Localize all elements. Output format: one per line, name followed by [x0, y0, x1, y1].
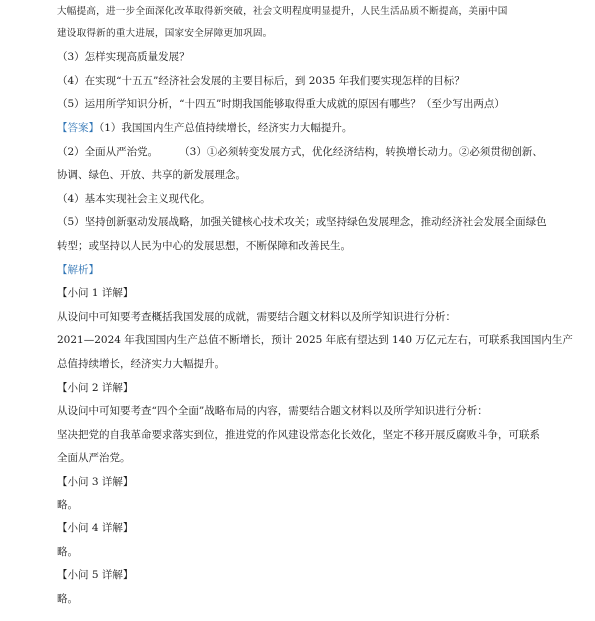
answer-2-3: （2）全面从严治党。 （3）①必须转变发展方式，优化经济结构，转换增长动力。②必须贯彻创新、 [57, 146, 543, 158]
sub-question-1-line-1: 从设问中可知要考查概括我国发展的成就，需要结合题文材料以及所学知识进行分析： [57, 311, 456, 323]
sub-question-2-line-2: 坚决把党的自我革命要求落实到位，推进党的作风建设常态化长效化，坚定不移开展反腐败斗争，可联系 [57, 429, 540, 441]
analysis-label: 【解析】 [57, 264, 99, 276]
sub-question-3-title: 【小问 3 详解】 [57, 476, 134, 488]
sub-question-5-title: 【小问 5 详解】 [57, 569, 134, 581]
answer-label: 【答案】 [57, 122, 99, 134]
question-5: （5）运用所学知识分析，“十四五”时期我国能够取得重大成就的原因有哪些？（至少写出两点） [57, 98, 505, 110]
answer-4: （4）基本实现社会主义现代化。 [57, 193, 211, 205]
sub-question-1-line-2: 2021—2024 年我国国内生产总值不断增长，预计 2025 年底有望达到 140 万亿元左右，可联系我国国内生产 [57, 334, 573, 346]
answer-3-cont: 协调、绿色、开放、共享的新发展理念。 [57, 169, 246, 181]
sub-question-3-body: 略。 [57, 499, 78, 511]
sub-question-2-line-1: 从设问中可知要考查“四个全面”战略布局的内容，需要结合题文材料以及所学知识进行分析： [57, 405, 488, 417]
intro-line-1: 大幅提高，进一步全面深化改革取得新突破，社会文明程度明显提升，人民生活品质不断提高，美丽中国 [57, 6, 508, 17]
sub-question-4-title: 【小问 4 详解】 [57, 522, 134, 534]
answer-5-line-2: 转型；或坚持以人民为中心的发展思想，不断保障和改善民生。 [57, 240, 351, 252]
answer-1: （1）我国国内生产总值持续增长，经济实力大幅提升。 [99, 122, 353, 134]
question-4: （4）在实现“十五五”经济社会发展的主要目标后，到 2035 年我们要实现怎样的目标？ [57, 75, 465, 87]
sub-question-5-body: 略。 [57, 593, 78, 605]
question-3: （3）怎样实现高质量发展？ [57, 51, 190, 63]
sub-question-1-title: 【小问 1 详解】 [57, 287, 134, 299]
intro-line-2: 建设取得新的重大进展，国家安全屏障更加巩固。 [57, 28, 273, 39]
sub-question-2-line-3: 全面从严治党。 [57, 452, 131, 464]
sub-question-4-body: 略。 [57, 546, 78, 558]
answer-5-line-1: （5）坚持创新驱动发展战略，加强关键核心技术攻关；或坚持绿色发展理念，推动经济社会发展全面绿色 [57, 216, 547, 228]
sub-question-2-title: 【小问 2 详解】 [57, 382, 134, 394]
sub-question-1-line-3: 总值持续增长，经济实力大幅提升。 [57, 358, 225, 370]
answer-line-1 [57, 121, 577, 135]
